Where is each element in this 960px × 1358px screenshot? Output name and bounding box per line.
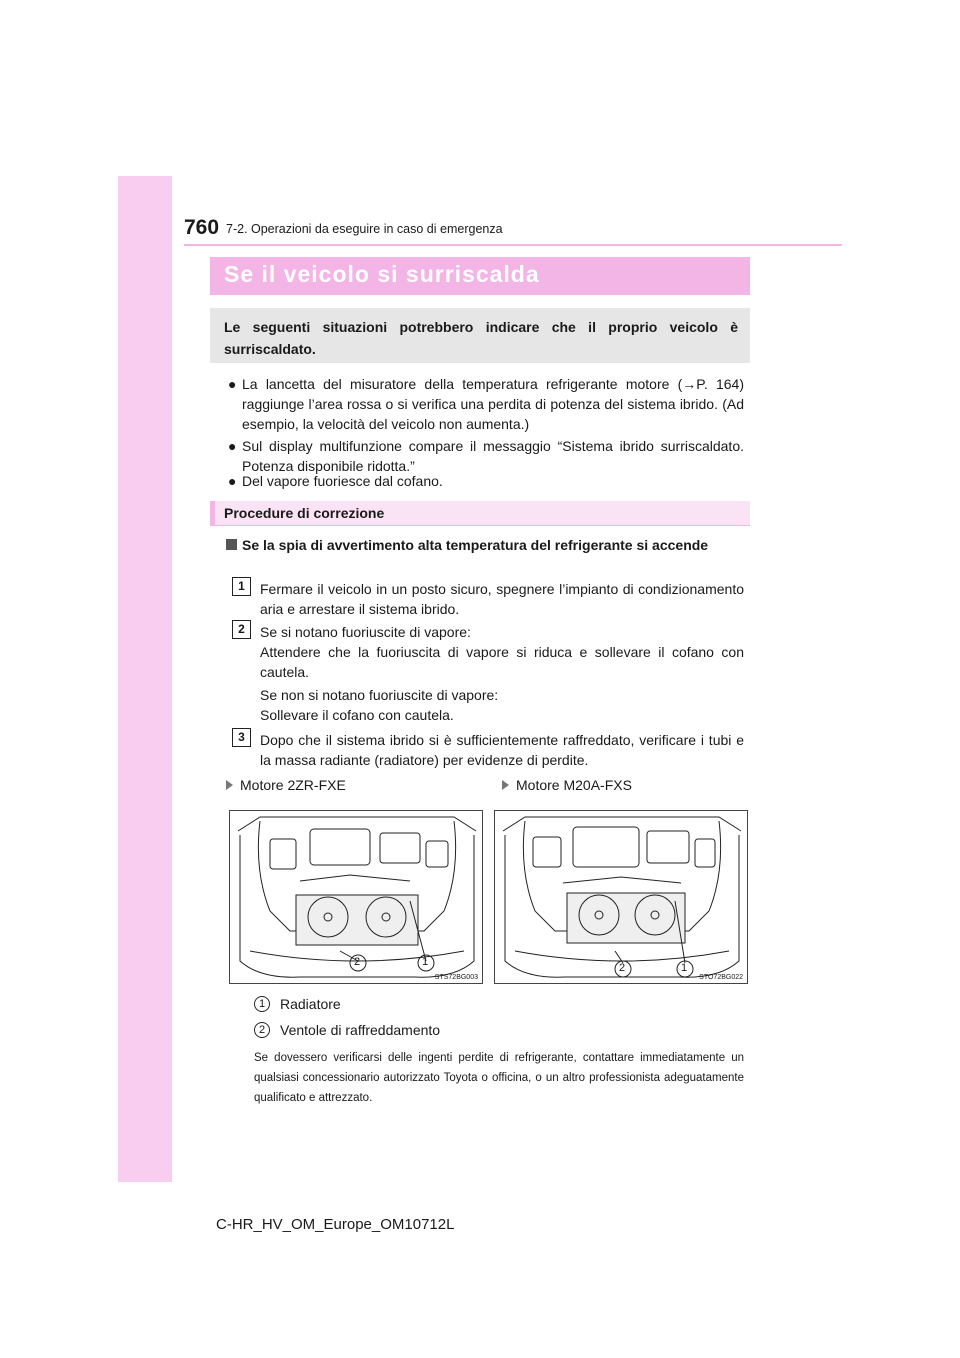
step-number-1: 1 [232,577,251,596]
chapter-title: 7-2. Operazioni da eseguire in caso di emergenza [226,222,503,236]
leak-note: Se dovessero verificarsi delle ingenti perdite di refrigerante, contattare immediatamente un qualsiasi concessionario autorizzato Toyota o officina, o un altro professionista adeguatamente qualificato e attrezzato. [254,1052,744,1104]
step-2-text-d: Sollevare il cofano con cautela. [260,707,454,723]
intro-text: Le seguenti situazioni potrebbero indicare che il proprio veicolo è surriscaldato. [224,319,738,357]
arrow-right-icon [226,780,233,790]
procedure-heading: Procedure di correzione [224,505,385,521]
callout-2: 2 [354,956,361,968]
engine-label-2zr: Motore 2ZR-FXE [226,777,346,793]
callout-2-icon: 2 [254,1022,270,1038]
bullet-text: Del vapore fuoriesce dal cofano. [242,473,443,489]
chapter-side-tab [118,176,172,1182]
step-2-text-c: Se non si notano fuoriuscite di vapore: [260,687,499,703]
intro-box [210,308,750,363]
callout-1: 1 [681,962,688,974]
bullet-text: Sul display multifunzione compare il messaggio “Sistema ibrido surriscaldato. Potenza disponibile ridotta.” [242,438,744,474]
callout-2: 2 [619,962,626,974]
bullet-icon: ● [228,438,237,454]
step-3-text: Dopo che il sistema ibrido si è sufficientemente raffreddato, verificare i tubi e la massa radiante (radiatore) per evidenze di perdite. [260,732,744,768]
engine-illustration-2zr [229,810,483,984]
bullet-icon: ● [228,473,237,489]
engine-label-m20a: Motore M20A-FXS [502,777,632,793]
arrow-right-icon [502,780,509,790]
bullet-icon: ● [228,376,237,392]
callout-1-icon: 1 [254,996,270,1012]
document-code: C-HR_HV_OM_Europe_OM10712L [216,1216,455,1233]
page-number: 760 [184,216,220,239]
header-rule [184,244,842,246]
image-code: STS72BG003 [434,974,478,981]
square-bullet-icon [226,539,237,550]
engine-illustration-m20a [494,810,748,984]
step-2-text-a: Se si notano fuoriuscite di vapore: [260,624,471,640]
step-number-3: 3 [232,728,251,747]
step-1-text: Fermare il veicolo in un posto sicuro, spegnere l’impianto di condizionamento aria e arrestare il sistema ibrido. [260,581,744,617]
section-title-bar [210,257,750,295]
section-title: Se il veicolo si surriscalda [224,261,540,287]
bullet-text: La lancetta del misuratore della temperatura refrigerante motore (→P. 164) raggiunge l’area rossa o si verifica una perdita di potenza del sistema ibrido. (Ad esempio, la velocità del veicolo non aumenta.) [242,376,744,432]
procedure-heading-bar [210,501,750,526]
callout-1: 1 [422,956,429,968]
heading-marker [210,501,215,526]
step-2-text-b: Attendere che la fuoriuscita di vapore si riduca e sollevare il cofano con cautela. [260,644,744,680]
step-number-2: 2 [232,620,251,639]
image-code: STO72BG022 [699,974,743,981]
